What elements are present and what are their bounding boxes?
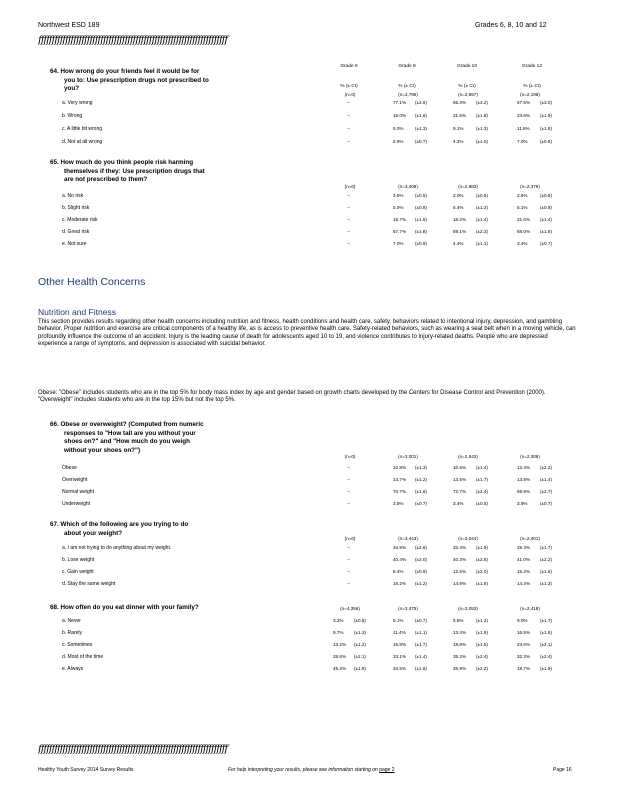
ci-value: (±1.4) — [476, 465, 488, 470]
grade-8-header: Grade 8 — [398, 64, 416, 69]
grade-6-value: -- — [347, 477, 351, 482]
percent-value: 70.7% — [393, 489, 407, 494]
ci-value: (±1.9) — [476, 545, 488, 550]
ci-value: (±1.4) — [540, 477, 552, 482]
question-text-line: 66. Obese or overweight? (Computed from numeric — [50, 421, 204, 428]
header-left: Northwest ESD 189 — [38, 22, 100, 29]
ci-header-8: % (± CI) — [398, 84, 416, 89]
ci-value: (±2.4) — [476, 489, 488, 494]
section-title: Other Health Concerns — [38, 276, 146, 288]
question-text-line: themselves if they: Use prescription drugs that — [64, 167, 205, 175]
ci-value: (±1.6) — [415, 113, 427, 118]
percent-value: 12.4% — [517, 465, 531, 470]
percent-value: 13.2% — [333, 642, 347, 647]
percent-value: 57.5% — [517, 100, 531, 105]
obese-definition: Obese: "Obese" includes students who are in the top 5% for body mass index by age and gender based on growth charts developed by the Centers for Disease Control and Prevention (2000). "Overweight" includes students who are in the top 15% but not the top 5%. — [38, 390, 546, 404]
n-count: (n=2,196) — [520, 92, 540, 97]
option-label: d. Stay the same weight — [62, 581, 116, 587]
ci-value: (±1.2) — [415, 581, 427, 586]
percent-value: 7.0% — [517, 139, 528, 144]
n-count: (n=0) — [344, 454, 356, 459]
option-label: a. Never — [62, 618, 81, 624]
percent-value: 2.6% — [517, 193, 528, 198]
percent-value: 9.1% — [453, 126, 464, 131]
ci-value: (±1.5) — [476, 642, 488, 647]
percent-value: 15.2% — [517, 569, 531, 574]
option-label: c. Sometimes — [62, 642, 93, 648]
grade-6-value: -- — [347, 465, 351, 470]
grade-6-value: -- — [347, 229, 351, 234]
question-text-line: you? — [64, 85, 80, 93]
ci-value: (±1.9) — [476, 630, 488, 635]
ci-value: (±2.6) — [415, 545, 427, 550]
percent-value: 40.3% — [453, 557, 467, 562]
option-label: c. Moderate risk — [62, 217, 98, 223]
percent-value: 35.2% — [453, 654, 467, 659]
ci-value: (±0.7) — [540, 241, 552, 246]
grade-6-value: -- — [347, 217, 351, 222]
grade-6-value: -- — [347, 100, 351, 105]
percent-value: 3.5% — [393, 193, 404, 198]
percent-value: 34.9% — [393, 545, 407, 550]
ci-value: (±1.0) — [476, 139, 488, 144]
ci-value: (±0.7) — [415, 501, 427, 506]
ci-value: (±1.7) — [476, 477, 488, 482]
ci-value: (±1.8) — [540, 229, 552, 234]
question-text-line: without your shoes on?") — [64, 446, 141, 454]
percent-value: 15.0% — [393, 113, 407, 118]
header-right: Grades 6, 8, 10 and 12 — [475, 22, 547, 29]
percent-value: 72.7% — [453, 489, 467, 494]
ci-value: (±2.2) — [540, 557, 552, 562]
percent-value: 3.4% — [453, 501, 464, 506]
ci-value: (±1.7) — [415, 642, 427, 647]
option-label: b. Lose weight — [62, 557, 95, 563]
grade-6-value: -- — [347, 193, 351, 198]
ci-value: (±1.3) — [540, 581, 552, 586]
percent-value: 18.2% — [453, 217, 467, 222]
grade-10-header: Grade 10 — [456, 64, 477, 69]
ci-header-12: % (± CI) — [523, 84, 541, 89]
percent-value: 32.3% — [517, 654, 531, 659]
percent-value: 68.0% — [517, 229, 531, 234]
ci-value: (±2.3) — [476, 229, 488, 234]
ci-value: (±0.5) — [354, 618, 366, 623]
ci-value: (±2.0) — [476, 569, 488, 574]
percent-value: 11.4% — [393, 630, 406, 635]
percent-value: 2.0% — [453, 193, 464, 198]
question-text-line: 68. How often do you eat dinner with your family? — [50, 604, 199, 611]
percent-value: 67.7% — [393, 229, 407, 234]
percent-value: 29.3% — [517, 545, 531, 550]
percent-value: 3.4% — [517, 241, 528, 246]
percent-value: 10.5% — [453, 465, 467, 470]
n-count: (n=2,795) — [398, 92, 418, 97]
ci-header-10: % (± CI) — [458, 84, 476, 89]
percent-value: 65.3% — [453, 100, 467, 105]
percent-value: 41.0% — [517, 557, 531, 562]
percent-value: 69.1% — [453, 229, 467, 234]
ci-value: (±0.9) — [540, 205, 552, 210]
option-label: d. Most of the time — [62, 654, 104, 660]
percent-value: 13.4% — [453, 630, 467, 635]
option-label: Obese — [62, 465, 77, 471]
grade-12-header: Grade 12 — [521, 64, 542, 69]
ci-value: (±1.2) — [476, 618, 488, 623]
footer-right: Page 16 — [553, 767, 572, 773]
percent-value: 15.8% — [393, 642, 407, 647]
percent-value: 5.1% — [393, 618, 404, 623]
percent-value: 16.7% — [393, 217, 407, 222]
option-label: d. Great risk — [62, 229, 90, 235]
n-count: (n=0) — [344, 184, 356, 189]
n-count: (n=3,001) — [398, 454, 418, 459]
ci-value: (±2.2) — [540, 465, 552, 470]
percent-value: 3.2% — [333, 618, 344, 623]
grade-6-value: -- — [347, 489, 351, 494]
n-count: (n=2,306) — [520, 454, 540, 459]
grade-6-value: -- — [347, 581, 351, 586]
option-label: e. Not sure — [62, 241, 87, 247]
ci-value: (±1.7) — [540, 545, 552, 550]
percent-value: 16.2% — [393, 581, 407, 586]
ci-value: (±2.7) — [540, 489, 552, 494]
percent-value: 13.5% — [453, 477, 467, 482]
percent-value: 40.4% — [393, 557, 407, 562]
ci-value: (±1.6) — [540, 569, 552, 574]
percent-value: 13.8% — [517, 477, 531, 482]
ci-value: (±1.3) — [415, 126, 427, 131]
grade-6-value: -- — [347, 557, 351, 562]
option-label: Underweight — [62, 501, 91, 507]
percent-value: 26.9% — [453, 666, 467, 671]
option-label: a. I am not trying to do anything about my weight. — [62, 545, 172, 551]
n-count: (n=3,044) — [458, 536, 478, 541]
percent-value: 21.5% — [453, 113, 467, 118]
ci-value: (±1.6) — [415, 489, 427, 494]
n-count: (n=4,356) — [340, 606, 360, 611]
option-label: Normal weight — [62, 489, 94, 495]
question-text-line: about your weight? — [64, 529, 123, 537]
grade-6-value: -- — [347, 569, 351, 574]
ci-value: (±2.4) — [476, 654, 488, 659]
question-text-line: responses to "How tall are you without your — [64, 429, 196, 437]
percent-value: 3.9% — [517, 501, 528, 506]
n-count: (n=2,983) — [458, 184, 478, 189]
percent-value: 12.5% — [453, 569, 467, 574]
ci-value: (±1.9) — [540, 666, 552, 671]
footer-page-link[interactable]: page 2 — [379, 767, 395, 773]
ci-value: (±0.8) — [540, 193, 552, 198]
ci-value: (±0.5) — [476, 193, 488, 198]
ci-value: (±1.9) — [540, 113, 552, 118]
ci-value: (±1.4) — [540, 217, 552, 222]
ci-value: (±0.5) — [476, 501, 488, 506]
option-label: c. A little bit wrong — [62, 126, 103, 132]
option-label: d. Not at all wrong — [62, 139, 103, 145]
percent-value: 18.7% — [517, 666, 531, 671]
percent-value: 2.9% — [393, 139, 404, 144]
footer-left: Healthy Youth Survey 2014 Survey Results — [38, 767, 134, 773]
ci-value: (±1.8) — [354, 666, 366, 671]
ci-value: (±1.6) — [540, 630, 552, 635]
option-label: a. No risk — [62, 193, 84, 199]
percent-value: 5.8% — [453, 618, 464, 623]
option-label: c. Gain weight — [62, 569, 94, 575]
n-count: (n=2,401) — [520, 536, 540, 541]
grade-6-value: -- — [347, 501, 351, 506]
grade-6-value: -- — [347, 205, 351, 210]
percent-value: 9.0% — [517, 618, 528, 623]
percent-value: 77.1% — [393, 100, 407, 105]
option-label: b. Wrong — [62, 113, 83, 119]
n-count: (n=3,475) — [398, 606, 418, 611]
ci-value: (±1.3) — [415, 465, 427, 470]
percent-value: 14.8% — [453, 581, 467, 586]
percent-value: 14.4% — [517, 581, 531, 586]
percent-value: 8.4% — [393, 569, 404, 574]
percent-value: 11.8% — [517, 126, 530, 131]
percent-value: 7.0% — [393, 241, 404, 246]
ci-value: (±1.1) — [415, 630, 427, 635]
intro-paragraph: This section provides results regarding other health concerns including nutrition and fitness, health conditions and health care, safety, behaviors related to intentional injury, depression, and gambling behavior. Proper nutrition and exercise are critical components of a healthy life, as is access to preventive health care. Safety-related behaviors, such as wearing a seat belt when in a moving vehicle, can profoundly influence the outcome of an accident. Injury is the leading cause of death for adolescents aged 10 to 19, and violence contributes to injury-related deaths. People who are depressed experience a range of symptoms, and depression is associated with suicidal behavior. — [38, 319, 576, 348]
ci-value: (±2.6) — [415, 100, 427, 105]
ci-value: (±1.2) — [415, 477, 427, 482]
percent-value: 6.4% — [453, 205, 464, 210]
ci-value: (±2.2) — [476, 666, 488, 671]
ci-value: (±1.1) — [476, 241, 488, 246]
n-count: (n=2,657) — [458, 92, 478, 97]
question-text-line: 64. How wrong do your friends feel it would be for — [50, 68, 200, 75]
grade-6-value: -- — [347, 241, 351, 246]
ci-value: (±2.4) — [540, 654, 552, 659]
percent-value: 10.8% — [393, 465, 407, 470]
grade-6-value: -- — [347, 545, 351, 550]
question-text-line: shoes on?" and "How much do you weigh — [64, 438, 190, 446]
percent-value: 5.0% — [393, 126, 404, 131]
option-label: b. Rarely — [62, 630, 83, 636]
ci-value: (±1.7) — [540, 618, 552, 623]
question-text-line: 67. Which of the following are you trying to do — [50, 521, 189, 528]
ci-value: (±1.4) — [476, 217, 488, 222]
percent-value: 34.5% — [393, 666, 407, 671]
n-count: (n=3,408) — [398, 184, 418, 189]
ci-value: (±2.0) — [415, 557, 427, 562]
ci-value: (±1.8) — [415, 666, 427, 671]
ci-value: (±1.2) — [354, 642, 366, 647]
n-count: (n=0) — [344, 92, 356, 97]
ci-value: (±1.8) — [540, 126, 552, 131]
question-text-line: 65. How much do you think people risk harming — [50, 159, 194, 166]
ci-value: (±2.1) — [540, 642, 552, 647]
percent-value: 5.1% — [517, 205, 528, 210]
option-label: b. Slight risk — [62, 205, 90, 211]
percent-value: 18.8% — [453, 642, 467, 647]
ci-value: (±2.1) — [354, 654, 366, 659]
top-rule: ffffffffffffffffffffffffffffffffffffffffffffffffffffffffffffffffffffff — [38, 35, 228, 46]
ci-value: (±3.2) — [476, 100, 488, 105]
ci-value: (±0.7) — [540, 501, 552, 506]
percent-value: 45.2% — [333, 666, 347, 671]
percent-value: 16.5% — [517, 630, 531, 635]
ci-value: (±0.5) — [415, 193, 427, 198]
percent-value: 14.7% — [393, 477, 407, 482]
grade-6-value: -- — [347, 126, 351, 131]
n-count: (n=2,379) — [520, 184, 540, 189]
question-text-line: are not prescribed to them? — [64, 176, 148, 184]
ci-header-6: % (± CI) — [340, 84, 358, 89]
question-text-line: you to: Use prescription drugs not prescribed to — [64, 76, 209, 84]
grade-6-header: Grade 6 — [340, 64, 358, 69]
option-label: Overweight — [62, 477, 88, 483]
n-count: (n=3,443) — [398, 536, 418, 541]
n-count: (n=2,418) — [520, 606, 540, 611]
n-count: (n=2,843) — [458, 454, 478, 459]
percent-value: 32.4% — [453, 545, 467, 550]
grade-6-value: -- — [347, 139, 351, 144]
ci-value: (±0.7) — [415, 618, 427, 623]
ci-value: (±2.6) — [476, 557, 488, 562]
ci-value: (±0.9) — [415, 569, 427, 574]
footer-middle — [228, 767, 395, 773]
ci-value: (±1.8) — [476, 113, 488, 118]
percent-value: 4.4% — [453, 241, 464, 246]
n-count: (n=0) — [344, 536, 356, 541]
percent-value: 23.6% — [517, 113, 531, 118]
ci-value: (±1.3) — [476, 126, 488, 131]
ci-value: (±1.4) — [415, 654, 427, 659]
ci-value: (±0.8) — [540, 139, 552, 144]
ci-value: (±1.8) — [415, 229, 427, 234]
grade-6-value: -- — [347, 113, 351, 118]
percent-value: 21.0% — [517, 217, 531, 222]
bottom-rule: ffffffffffffffffffffffffffffffffffffffffffffffffffffffffffffffffffffff — [38, 744, 228, 755]
n-count: (n=3,053) — [458, 606, 478, 611]
percent-value: 5.0% — [393, 205, 404, 210]
ci-value: (±1.8) — [476, 581, 488, 586]
ci-value: (±0.9) — [415, 241, 427, 246]
ci-value: (±3.0) — [540, 100, 552, 105]
ci-value: (±1.2) — [476, 205, 488, 210]
percent-value: 3.8% — [393, 501, 404, 506]
ci-value: (±0.7) — [415, 139, 427, 144]
subsection-title: Nutrition and Fitness — [38, 307, 116, 317]
option-label: a. Very wrong — [62, 100, 93, 106]
percent-value: 23.6% — [517, 642, 531, 647]
percent-value: 69.9% — [517, 489, 531, 494]
option-label: e. Always — [62, 666, 84, 672]
ci-value: (±0.8) — [415, 205, 427, 210]
percent-value: 33.1% — [393, 654, 407, 659]
footer-help-text: For help interpreting your results, please see information starting on — [228, 767, 378, 773]
percent-value: 4.2% — [453, 139, 464, 144]
ci-value: (±1.3) — [354, 630, 366, 635]
percent-value: 9.7% — [333, 630, 344, 635]
percent-value: 28.6% — [333, 654, 347, 659]
ci-value: (±1.5) — [415, 217, 427, 222]
